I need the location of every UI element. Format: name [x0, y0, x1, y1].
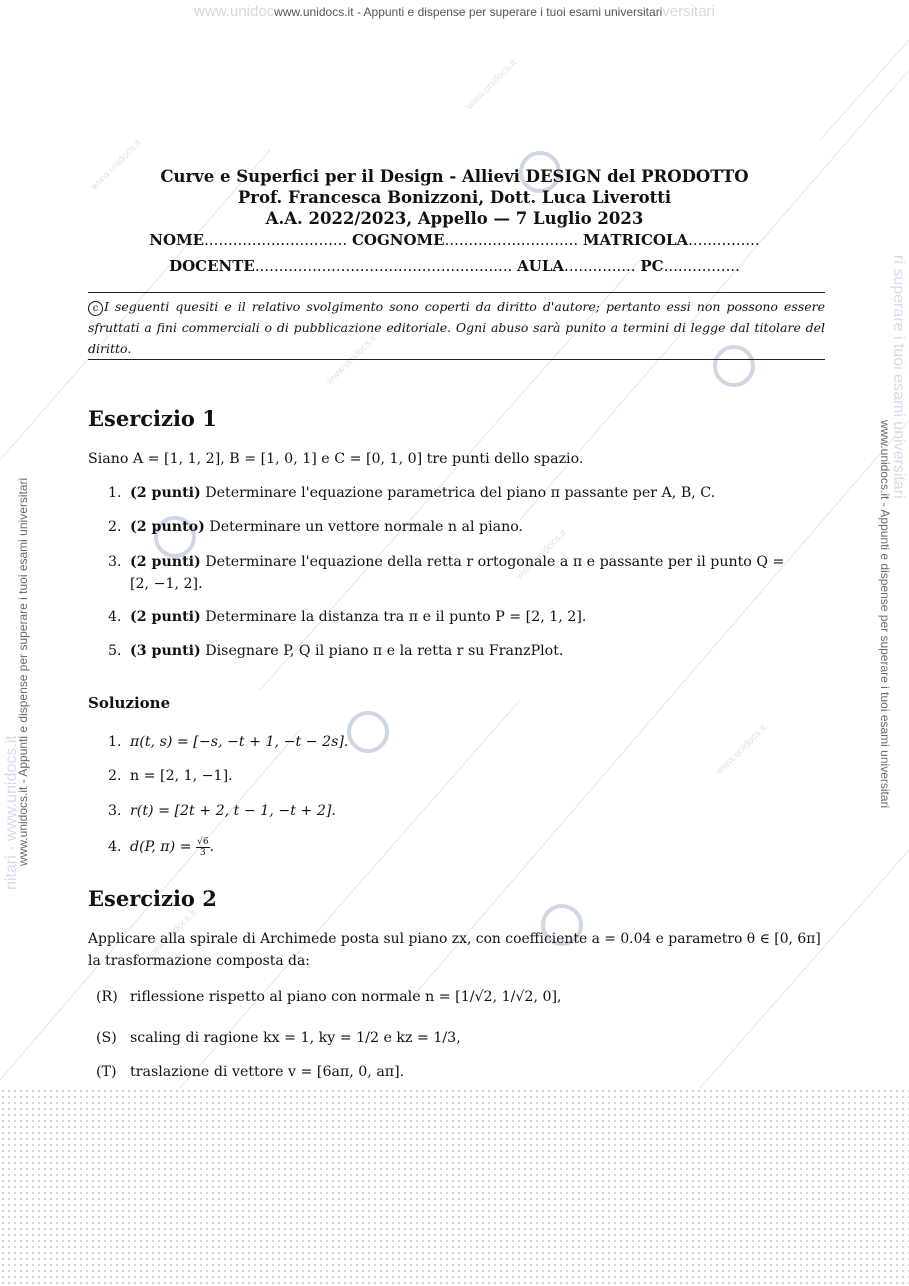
- solution-item: 1. π(t, s) = [−s, −t + 1, −t − 2s].: [108, 734, 349, 750]
- watermark-right-ghost: ri superare i tuoi esami universitari: [890, 255, 907, 499]
- svg-text:www.unidocs.it: www.unidocs.it: [714, 722, 769, 778]
- aula-label: AULA: [517, 257, 565, 275]
- nome-label: NOME: [149, 231, 205, 249]
- solution-item: 2. n = [2, 1, −1].: [108, 768, 233, 784]
- nome-field: ..............................: [204, 231, 348, 249]
- pc-field: ................: [663, 257, 740, 275]
- student-fields-row2: [0, 257, 909, 275]
- docente-label: DOCENTE: [169, 257, 255, 275]
- exercise-1-intro: Siano A = [1, 1, 2], B = [1, 0, 1] e C = [0, 1, 0] tre punti dello spazio.: [88, 451, 584, 467]
- list-item: 3. (2 punti) Determinare l'equazione della retta r ortogonale a π e passante per il punto Q = [2, −1, 2].: [108, 554, 785, 592]
- copyright-notice: c I seguenti quesiti e il relativo svolgimento sono coperti da diritto d'autore; pertanto essi non possono essere sfruttati a fini commerciali o di pubblicazione editoriale. Ogni abuso sarà punito a termini di legge dal titolare del diritto.: [88, 299, 825, 356]
- exam-header: [0, 166, 909, 229]
- list-item: 4. (2 punti) Determinare la distanza tra π e il punto P = [2, 1, 2].: [108, 609, 587, 625]
- watermark-left-ghost: nitari · www.unidocs.it: [3, 735, 20, 890]
- watermark-top: www.unidocwww.unidocs.it - Appunti e dispense per superare i tuoi esami universitariversitari: [194, 3, 715, 20]
- list-item: 1. (2 punti) Determinare l'equazione parametrica del piano π passante per A, B, C.: [108, 485, 716, 501]
- svg-text:www.unidocs.it: www.unidocs.it: [324, 332, 379, 388]
- svg-text:www.unidocs.it: www.unidocs.it: [144, 907, 199, 963]
- list-item: 5. (3 punti) Disegnare P, Q il piano π e la retta r su FranzPlot.: [108, 643, 564, 659]
- svg-text:www.unidocs.it: www.unidocs.it: [89, 137, 144, 193]
- exercise-1-title: Esercizio 1: [88, 406, 217, 431]
- professors: Prof. Francesca Bonizzoni, Dott. Luca Liverotti: [237, 188, 672, 207]
- watermark-left: www.unidocs.it - Appunti e dispense per superare i tuoi esami universitari: [16, 477, 30, 866]
- page-cutoff-pattern: [0, 1088, 909, 1286]
- docente-field: ......................................................: [254, 257, 513, 275]
- matricola-field: ...............: [688, 231, 760, 249]
- cognome-field: ............................: [444, 231, 579, 249]
- watermark-right: www.unidocs.it - Appunti e dispense per superare i tuoi esami universitari: [878, 420, 892, 809]
- solution-item: 4. d(P, π) = $\frac{√6}{3}$ .: [108, 836, 215, 858]
- list-item: 2. (2 punto) Determinare un vettore normale n al piano.: [108, 519, 524, 535]
- copyright-icon: c: [88, 301, 103, 316]
- svg-text:www.unidocs.it: www.unidocs.it: [464, 57, 519, 113]
- solution-item: 3. r(t) = [2t + 2, t − 1, −t + 2].: [108, 803, 336, 819]
- transformation-item: (S) scaling di ragione kx = 1, ky = 1/2 e kz = 1/3,: [96, 1030, 461, 1046]
- transformation-item: (T) traslazione di vettore v = [6aπ, 0, aπ].: [96, 1064, 405, 1080]
- student-fields-row1: [0, 231, 909, 249]
- rule-top: [88, 292, 825, 293]
- svg-text:www.unidocs.it: www.unidocs.it: [514, 527, 569, 583]
- fraction: $\frac{√6}{3}$: [197, 836, 209, 858]
- transformation-item: (R) riflessione rispetto al piano con normale n = [1/√2, 1/√2, 0],: [96, 989, 562, 1005]
- exercise-2-title: Esercizio 2: [88, 886, 217, 911]
- solution-title: Soluzione: [88, 694, 171, 712]
- pc-label: PC: [640, 257, 664, 275]
- exam-date: A.A. 2022/2023, Appello — 7 Luglio 2023: [265, 209, 644, 228]
- matricola-label: MATRICOLA: [582, 231, 689, 249]
- cognome-label: COGNOME: [351, 231, 445, 249]
- aula-field: ...............: [564, 257, 636, 275]
- course-title: Curve e Superfici per il Design - Allievi DESIGN del PRODOTTO: [160, 167, 749, 186]
- rule-bottom: [88, 359, 825, 360]
- exercise-2-intro: Applicare alla spirale di Archimede posta sul piano zx, con coefficiente a = 0.04 e parametro θ ∈ [0, 6π] la trasformazione composta da:: [88, 931, 821, 969]
